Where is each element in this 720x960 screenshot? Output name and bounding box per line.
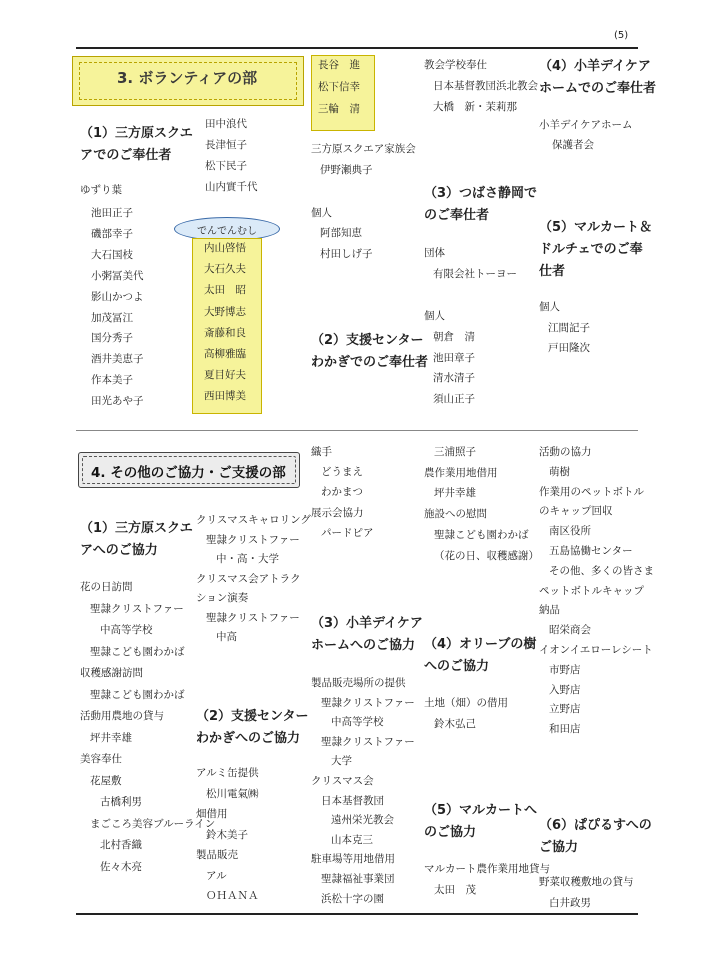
group-label: クリスマス会: [311, 775, 374, 787]
group-label: 製品販売場所の提供: [311, 677, 406, 689]
section-heading: わかぎへのご協力: [196, 731, 301, 746]
name-item: 太田 茂: [434, 884, 476, 896]
name-item: 内山啓悟: [204, 242, 246, 254]
group-label: 個人: [424, 310, 445, 322]
name-item: 昭栄商会: [549, 624, 591, 637]
group-label: クリスマスキャロリング: [196, 514, 311, 526]
name-item: 聖隷クリストファー: [90, 602, 184, 615]
name-item: 中高: [216, 631, 237, 643]
name-item: 松下信幸: [318, 81, 360, 93]
group-label: 施設への慰問: [424, 508, 487, 521]
name-item: 大学: [331, 755, 352, 768]
name-item: 日本基督教団: [321, 794, 384, 807]
name-item: 鈴木弘己: [434, 718, 476, 730]
name-item: 有限会社トーヨー: [433, 268, 517, 280]
name-item: 中・高・大学: [216, 553, 279, 565]
name-item: 花屋敷: [90, 774, 122, 787]
name-item: 三輪 清: [318, 103, 360, 115]
name-item: 遠州栄光教会: [331, 814, 394, 827]
section-heading: わかぎでのご奉仕者: [311, 355, 429, 370]
name-item: 松川電氣㈱: [206, 787, 259, 800]
group-label: 小羊デイケアホーム: [539, 119, 633, 131]
name-item: アル: [206, 869, 227, 882]
name-item: 松下民子: [205, 160, 247, 172]
name-item: 和田店: [549, 723, 581, 736]
section4-title: 4. その他のご協力・ご支援の部: [91, 465, 286, 481]
group-label: 活動用農地の貸与: [80, 710, 164, 722]
name-item: 伊野瀬典子: [320, 164, 373, 176]
name-item: 聖隷こども園わかば: [90, 688, 185, 701]
group-label: マルカート農作業用地貸与: [424, 863, 550, 875]
group-label: クリスマス会アトラク: [196, 572, 301, 585]
name-item: 鈴木美子: [206, 828, 248, 841]
name-item: 大橋 新・茉莉那: [433, 101, 517, 113]
group-label: イオンイエローレシート: [539, 644, 653, 656]
name-item: 高柳雅臨: [204, 348, 246, 360]
section-heading: のご協力: [424, 825, 477, 840]
group-label: 個人: [311, 207, 332, 219]
name-item: 立野店: [549, 703, 581, 716]
group-label: のキャップ回収: [539, 505, 613, 518]
section-heading: ご協力: [539, 840, 579, 855]
name-item: 聖隷クリストファー: [206, 611, 300, 624]
name-item: 酒井美恵子: [91, 353, 144, 366]
name-item: 斎藤和良: [204, 326, 246, 339]
name-item: 国分秀子: [91, 332, 133, 345]
name-item: 影山かつよ: [91, 290, 144, 303]
name-item: 磯部幸子: [91, 227, 133, 240]
name-item: 作本美子: [91, 374, 133, 387]
name-item: 太田 昭: [204, 284, 246, 297]
name-item: 長谷 進: [318, 59, 360, 71]
group-label: 花の日訪問: [80, 581, 133, 593]
name-item: 浜松十字の園: [321, 892, 384, 905]
section4-title-box: [78, 452, 300, 488]
name-item: 清水清子: [433, 372, 475, 385]
name-item: 三浦照子: [434, 446, 476, 458]
name-item: 佐々木亮: [100, 860, 142, 873]
section-heading: のご奉仕者: [424, 208, 490, 223]
name-item: 中高等学校: [100, 624, 153, 636]
name-item: 聖隷こども園わかば: [90, 645, 185, 658]
group-label: ション演奏: [196, 592, 249, 604]
name-item: 山内實千代: [205, 181, 258, 193]
group-label: 教会学校奉仕: [424, 59, 487, 71]
section-heading: （5）マルカートへ: [424, 803, 538, 818]
group-label: ペットボトルキャップ: [539, 584, 644, 597]
name-item: 白井政男: [549, 897, 591, 909]
section-heading: （5）マルカート＆: [539, 220, 653, 235]
group-label: 作業用のペットボトル: [539, 485, 644, 498]
section-heading: アでのご奉仕者: [80, 148, 172, 163]
name-item: 入野店: [549, 683, 581, 696]
group-label: 駐車場等用地借用: [311, 853, 395, 866]
name-item: 須山正子: [433, 393, 475, 406]
name-item: 古橋利男: [100, 796, 142, 808]
name-item: 聖隷クリストファー: [206, 533, 300, 546]
name-item: 田光あや子: [91, 395, 144, 408]
section-heading: ドルチェでのご奉: [539, 242, 643, 257]
bubble-label: でんでんむし: [197, 226, 257, 237]
section-heading: （3）小羊デイケア: [311, 616, 423, 631]
group-label: 織手: [311, 446, 332, 458]
name-item: 坪井幸雄: [434, 487, 476, 500]
section-heading: へのご協力: [424, 659, 490, 674]
name-item: 阿部知恵: [320, 227, 362, 239]
group-label: 農作業用地借用: [424, 466, 498, 479]
section-heading: （2）支援センター: [311, 333, 424, 348]
group-label: 活動の協力: [539, 446, 592, 458]
name-item: 池田正子: [91, 207, 133, 219]
name-item: 田中浪代: [205, 118, 247, 130]
name-item: 小粥冨美代: [91, 269, 144, 282]
name-item: 市野店: [549, 663, 581, 676]
section-heading: （2）支援センター: [196, 709, 309, 724]
name-item: 大野博志: [204, 305, 246, 318]
name-item: わかまつ: [321, 486, 363, 499]
group-label: 個人: [539, 301, 560, 313]
name-item: まごころ美容ブルーライン: [90, 817, 216, 830]
name-item: パードピア: [321, 526, 374, 539]
name-item: 西田博美: [204, 390, 246, 403]
name-item: 夏目好夫: [204, 369, 246, 382]
group-label: 美容奉仕: [80, 753, 122, 765]
section-heading: （1）三方原スクエ: [80, 126, 193, 141]
section3-title: 3. ボランティアの部: [117, 69, 258, 87]
name-item: 村田しげ子: [320, 248, 373, 260]
group-label: ゆずり葉: [80, 184, 122, 196]
section-heading: （3）つばさ静岡で: [424, 186, 538, 201]
section-divider: [76, 430, 638, 431]
group-label: 団体: [424, 247, 445, 259]
name-item: 山本克三: [331, 833, 373, 846]
name-item: 聖隷福祉事業団: [321, 873, 395, 885]
top-rule: [76, 47, 638, 49]
name-item: 戸田隆次: [548, 342, 590, 354]
name-item: 中高等学校: [331, 716, 384, 729]
name-item: その他、多くの皆さま: [549, 564, 654, 577]
name-item: 加茂冨江: [91, 311, 133, 324]
section-heading: アへのご協力: [80, 543, 158, 558]
section-heading: （6）ぱぴるすへの: [539, 818, 652, 833]
group-label: 納品: [539, 604, 560, 617]
name-item: 南区役所: [549, 525, 591, 538]
section-heading: ホームでのご奉仕者: [539, 81, 657, 96]
section-heading: （1）三方原スクエ: [80, 521, 193, 536]
group-label: 三方原スクエア家族会: [311, 143, 416, 155]
name-item: どうまえ: [321, 466, 363, 479]
section-heading: （4）オリーブの樹: [424, 637, 537, 652]
section3-title-box: [72, 56, 304, 106]
group-label: 収穫感謝訪問: [80, 667, 143, 679]
name-item: 保護者会: [552, 139, 594, 151]
name-item: 池田章子: [433, 351, 475, 364]
name-item: 朝倉 清: [433, 331, 475, 343]
name-item: 長津恒子: [205, 139, 247, 151]
group-label: 製品販売: [196, 849, 238, 861]
bottom-rule: [76, 913, 638, 915]
section-heading: 仕者: [539, 264, 566, 279]
name-item: 聖隷こども園わかば: [434, 528, 529, 541]
name-item: 聖隷クリストファー: [321, 735, 415, 748]
name-item: （花の日、収穫感謝）: [434, 549, 539, 562]
name-item: 五島協働センター: [549, 545, 633, 557]
page-number: (5): [614, 30, 629, 41]
name-item: 大石久夫: [204, 263, 246, 276]
group-label: 展示会協力: [311, 506, 364, 519]
name-item: ＯＨＡＮＡ: [206, 890, 259, 902]
name-item: 北村香織: [100, 839, 142, 851]
name-item: 萌樹: [549, 465, 570, 478]
section-heading: （4）小羊デイケア: [539, 59, 651, 74]
name-item: 大石国枝: [91, 248, 133, 261]
group-label: アルミ缶提供: [196, 767, 259, 779]
name-item: 聖隷クリストファー: [321, 696, 415, 709]
group-label: 土地（畑）の借用: [424, 697, 508, 709]
section-heading: ホームへのご協力: [311, 638, 416, 653]
name-item: 江間記子: [548, 322, 590, 334]
group-label: 畑借用: [196, 808, 228, 820]
name-item: 坪井幸雄: [90, 731, 132, 744]
group-label: 野菜収穫敷地の貸与: [539, 876, 634, 888]
name-item: 日本基督教団浜北教会: [433, 80, 538, 92]
